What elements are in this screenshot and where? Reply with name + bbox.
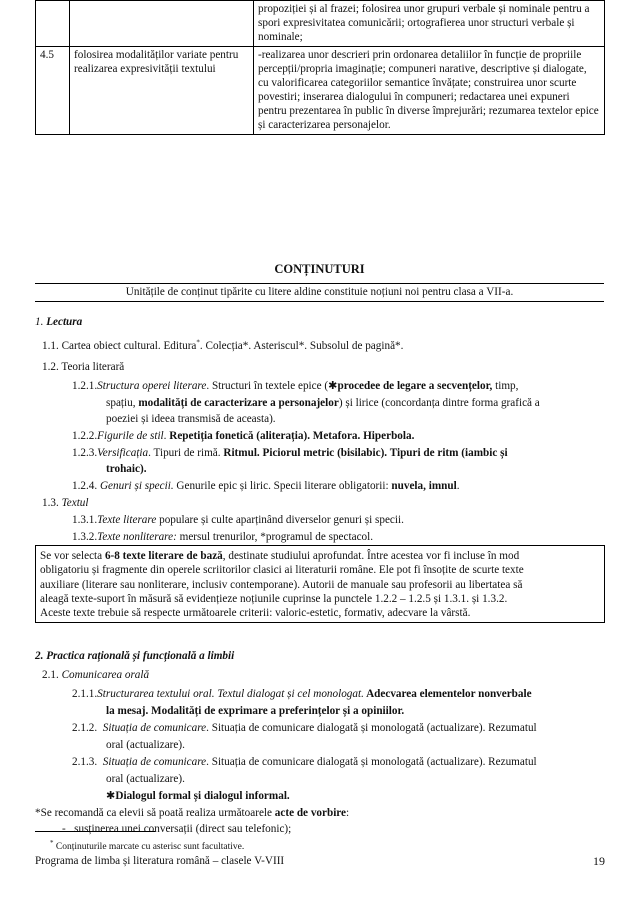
item-title: Structura operei literare bbox=[97, 380, 207, 392]
star-icon: ✱ bbox=[328, 380, 338, 392]
heading-text: 2. Practica rațională și funcțională a limbii bbox=[35, 650, 235, 662]
item-number: 1.3.1. bbox=[72, 514, 98, 526]
item-title: Structurarea textului oral. Textul dialogat și cel monologat. bbox=[97, 688, 364, 700]
item-bold: trohaic). bbox=[106, 463, 147, 475]
item-1-2-3-cont bbox=[106, 462, 147, 476]
competencies-table bbox=[35, 0, 605, 135]
item-1-1 bbox=[42, 339, 403, 353]
item-title: Texte literare bbox=[97, 514, 157, 526]
box-line: obligatoriu și fragmente din operele scriitorilor clasici ai literaturii române. Ele pot fi însoțite de scurte texte bbox=[40, 564, 524, 577]
item-1-3-1 bbox=[72, 513, 404, 527]
star-icon: ✱ bbox=[106, 790, 116, 802]
item-title: Figurile de stil bbox=[97, 430, 164, 442]
table-row bbox=[36, 47, 605, 135]
item-bold: Dialogul formal și dialogul informal. bbox=[115, 790, 290, 802]
item-2-1-3 bbox=[72, 755, 537, 769]
item-number: 1.3.2. bbox=[72, 531, 98, 543]
row-number: 4.5 bbox=[36, 47, 70, 135]
item-title: Situația de comunicare bbox=[102, 722, 207, 734]
footnote bbox=[50, 840, 244, 854]
box-line: aleagă texte-suport în măsură să evidențieze noțiunile cuprinse la punctele 1.2.2 – 1.2.5 și 1.3.1. și 1.3.2. bbox=[40, 592, 508, 605]
item-text: . Tipuri de rimă. bbox=[148, 447, 224, 459]
item-text: Teoria literară bbox=[61, 361, 125, 373]
footnote-divider bbox=[35, 831, 155, 832]
item-number: 1.2. bbox=[42, 361, 59, 373]
item-bold: procedee de legare a secvențelor, bbox=[337, 380, 493, 392]
item-number: 1.1. bbox=[42, 340, 59, 352]
dash-bullet: - bbox=[62, 823, 66, 835]
item-text: : bbox=[346, 807, 350, 819]
list-item bbox=[62, 822, 291, 836]
item-2-1-2 bbox=[72, 721, 537, 735]
item-2-1 bbox=[42, 668, 149, 682]
content-cell: propoziției și al frazei; folosirea unor grupuri verbale și nominale pentru a spori expresivitatea comunicării; ortografierea unor structuri verbale și nominale; bbox=[254, 1, 605, 47]
item-text: . Situația de comunicare dialogată și monologată (actualizare). Rezumatul bbox=[206, 722, 537, 734]
section-note: Unitățile de conținut tipărite cu litere aldine constituie noțiuni noi pentru clasa a VII-a. bbox=[35, 283, 604, 302]
footnote-text: Conținuturile marcate cu asterisc sunt facultative. bbox=[53, 842, 245, 852]
heading-practica bbox=[35, 649, 234, 663]
guidance-box bbox=[35, 545, 605, 623]
item-text: Cartea obiect cultural. Editura bbox=[61, 340, 197, 352]
item-1-2-1-cont2 bbox=[106, 412, 276, 426]
footnote-marker: * bbox=[50, 838, 54, 847]
item-text: poeziei și ideea transmisă de aceasta). bbox=[106, 413, 276, 425]
item-bold: Ritmul. Piciorul metric (bisilabic). Tipuri de ritm (iambic și bbox=[223, 447, 508, 459]
item-text: oral (actualizare). bbox=[106, 739, 185, 751]
item-text-rest: . Colecția*. Asteriscul*. Subsolul de pagină*. bbox=[199, 340, 404, 352]
item-bold: acte de vorbire bbox=[274, 807, 347, 819]
item-2-1-1-cont bbox=[106, 704, 404, 718]
table-row bbox=[36, 1, 605, 47]
item-text: . Structuri în textele epice ( bbox=[206, 380, 329, 392]
item-number: 2.1. bbox=[42, 669, 59, 681]
competency-cell bbox=[70, 1, 254, 47]
footnote-marker: * bbox=[196, 338, 200, 347]
item-2-1-1 bbox=[72, 687, 532, 701]
item-number: 2.1.1. bbox=[72, 688, 98, 700]
item-bold: modalități de caracterizare a personajelor bbox=[138, 397, 339, 409]
item-1-2 bbox=[42, 360, 124, 374]
item-text: susținerea unei conversații (direct sau telefonic); bbox=[74, 823, 292, 835]
item-title: Texte nonliterare: bbox=[97, 531, 177, 543]
item-1-2-1-cont bbox=[106, 396, 540, 410]
box-line: Aceste texte trebuie să respecte următoarele criterii: valoric-estetic, formativ, adecvare la vârstă. bbox=[40, 607, 471, 620]
heading-lectura bbox=[35, 315, 82, 329]
item-number: 2.1.3. bbox=[72, 756, 98, 768]
heading-text: Lectura bbox=[46, 316, 83, 328]
item-number: 1.2.4. bbox=[72, 480, 98, 492]
item-title: Comunicarea orală bbox=[61, 669, 150, 681]
box-text: , destinate studiului aprofundat. Între acestea vor fi incluse în mod bbox=[222, 550, 520, 562]
item-1-2-3 bbox=[72, 446, 508, 460]
item-bold: Adecvarea elementelor nonverbale bbox=[363, 688, 532, 700]
item-number: 1.3. bbox=[42, 497, 59, 509]
item-text: ) și lirice (concordanța dintre forma grafică a bbox=[338, 397, 540, 409]
item-1-3 bbox=[42, 496, 89, 510]
item-text: . Situația de comunicare dialogată și monologată (actualizare). Rezumatul bbox=[206, 756, 537, 768]
item-title: Versificația bbox=[97, 447, 149, 459]
item-number: 1.2.3. bbox=[72, 447, 98, 459]
page-number: 19 bbox=[593, 854, 605, 868]
item-1-2-2 bbox=[72, 429, 414, 443]
box-line bbox=[40, 549, 600, 563]
item-text: . bbox=[163, 430, 170, 442]
recommendation bbox=[35, 806, 349, 820]
item-2-1-2-cont bbox=[106, 738, 185, 752]
item-number: 2.1.2. bbox=[72, 722, 98, 734]
item-text: timp, bbox=[492, 380, 519, 392]
box-line: auxiliare (literare sau nonliterare, inclusiv contemporane). Autorii de manuale sau profesorii au libertatea să bbox=[40, 578, 523, 591]
item-title: Textul bbox=[61, 497, 89, 509]
item-dialog bbox=[106, 789, 290, 803]
box-bold: 6-8 texte literare de bază bbox=[104, 550, 223, 562]
item-bold: Repetiția fonetică (aliterația). Metafora. Hiperbola. bbox=[169, 430, 415, 442]
item-text: . bbox=[456, 480, 460, 492]
item-number: 1.2.2. bbox=[72, 430, 98, 442]
item-title: Situația de comunicare bbox=[102, 756, 207, 768]
item-1-2-4 bbox=[72, 479, 459, 493]
box-text: Se vor selecta bbox=[40, 550, 105, 562]
footer-title: Programa de limba și literatura română – clasele V-VIII bbox=[35, 855, 285, 867]
heading-number: 1. bbox=[35, 316, 44, 328]
item-1-3-2 bbox=[72, 530, 373, 544]
item-bold: nuvela, imnul bbox=[391, 480, 457, 492]
content-cell: -realizarea unor descrieri prin ordonarea detaliilor în funcție de propriile percepții/propria imaginație; compuneri narative, descriptive și dialogate, cu valorificarea categoriilor semantice învățate; construirea unor scurte povestiri; inserarea dialogului în compuneri; redactarea unei expuneri pentru prezentarea în public în diverse împrejurări; rezumarea textelor epice și caracterizarea personajelor. bbox=[254, 47, 605, 135]
item-2-1-3-cont bbox=[106, 772, 185, 786]
item-text: mersul trenurilor, *programul de spectacol. bbox=[176, 531, 374, 543]
row-number bbox=[36, 1, 70, 47]
item-bold: la mesaj. Modalități de exprimare a preferințelor și a opiniilor. bbox=[106, 705, 405, 717]
item-title: Genuri și specii. bbox=[99, 480, 174, 492]
competency-cell: folosirea modalităților variate pentru realizarea expresivității textului bbox=[70, 47, 254, 135]
item-1-2-1 bbox=[72, 379, 518, 393]
item-text: populare și culte aparținând diverselor genuri și specii. bbox=[156, 514, 404, 526]
item-text: spațiu, bbox=[106, 397, 139, 409]
item-text: *Se recomandă ca elevii să poată realiza următoarele bbox=[35, 807, 275, 819]
item-text: Genurile epic și liric. Specii literare obligatorii: bbox=[173, 480, 392, 492]
item-number: 1.2.1. bbox=[72, 380, 98, 392]
item-text: oral (actualizare). bbox=[106, 773, 185, 785]
section-title: CONȚINUTURI bbox=[274, 262, 365, 276]
